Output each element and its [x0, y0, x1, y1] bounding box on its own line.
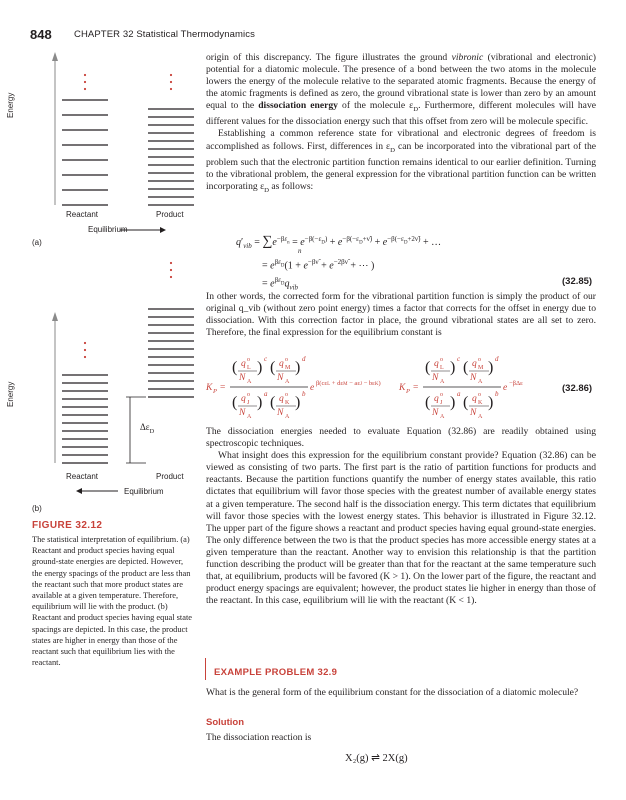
- svg-text:o: o: [440, 357, 443, 363]
- svg-text:q: q: [241, 394, 246, 404]
- svg-text:−βΔε: −βΔε: [509, 380, 523, 387]
- panel-label-a: (a): [32, 238, 42, 247]
- equation-vib-line1: $q'_{vib} = \sum e^{-\beta\varepsilon_n} = e^{-\beta(-\varepsilon_D)} + e^{-\beta(-\varepsilon_D+\nũ)} + e^{-\beta(-\varepsilon_D+2\nũ)}$ + …: [236, 234, 442, 250]
- svg-text:q: q: [279, 359, 284, 369]
- chapter-title: CHAPTER 32 Statistical Thermodynamics: [74, 29, 255, 40]
- svg-text:e: e: [310, 383, 315, 393]
- product-levels-a: [148, 109, 194, 205]
- equation-number-32-86: (32.86): [562, 383, 593, 394]
- product-ellipsis-a: [170, 74, 172, 90]
- svg-text:K: K: [399, 383, 406, 393]
- reactant-levels-a: [62, 100, 108, 205]
- svg-text:=: =: [413, 383, 419, 393]
- svg-text:): ): [450, 394, 456, 411]
- svg-text:A: A: [247, 414, 252, 420]
- body-paragraphs-top: [206, 52, 596, 197]
- svg-text:A: A: [285, 379, 290, 385]
- energy-arrowhead-a: [52, 52, 58, 61]
- svg-text:(: (: [463, 359, 469, 376]
- svg-text:K: K: [206, 383, 213, 393]
- svg-text:N: N: [277, 408, 284, 418]
- energy-arrowhead-b: [52, 312, 58, 321]
- svg-text:d: d: [495, 355, 499, 363]
- svg-text:N: N: [239, 408, 246, 418]
- figure-panel-a: [52, 52, 194, 233]
- svg-text:M: M: [285, 365, 291, 371]
- equation-vib-line2: = $e^{\beta\varepsilon_D}(1 + e^{-\beta\nũ} + e^{-2\beta\nũ}$ + ⋯ ): [262, 258, 375, 272]
- svg-text:o: o: [478, 357, 481, 363]
- svg-text:q: q: [472, 394, 477, 404]
- kp-fraction-left: [230, 355, 308, 420]
- svg-text:K: K: [478, 400, 483, 406]
- product-label-b: Product: [156, 472, 184, 481]
- svg-text:): ): [488, 359, 494, 376]
- kp-fraction-right: [423, 355, 501, 420]
- figure-caption-text: The statistical interpretation of equilibrium. (a) Reactant and product species having equal ground-state energies are depicted. However, the energy spacings of the product are less than the reactant such that more product states are available at a given temperature. Therefore, equilibrium will lie with the product. (b) Reactant and product species having equal state spacings are depicted. In this case, the product states are higher in energy than those of the reactant such that equilibrium lies with the reactant.: [32, 535, 192, 668]
- svg-text:(: (: [270, 394, 276, 411]
- svg-text:): ): [450, 359, 456, 376]
- equilibrium-label-b: Equilibrium: [124, 487, 164, 496]
- svg-text:): ): [488, 394, 494, 411]
- svg-text:(: (: [232, 394, 238, 411]
- svg-text:J: J: [247, 400, 250, 406]
- svg-text:β(cεL + dεM − aεJ − bεK): β(cεL + dεM − aεJ − bεK): [316, 380, 381, 387]
- svg-text:=: =: [220, 383, 226, 393]
- svg-text:N: N: [239, 373, 246, 383]
- svg-text:o: o: [247, 357, 250, 363]
- svg-text:q: q: [241, 359, 246, 369]
- svg-text:b: b: [495, 390, 499, 398]
- reactant-label-b: Reactant: [66, 472, 99, 481]
- page-number: 848: [30, 27, 52, 42]
- svg-text:q: q: [472, 359, 477, 369]
- energy-label-b: Energy: [6, 381, 15, 407]
- svg-text:(: (: [425, 394, 431, 411]
- example-marker: [205, 658, 206, 680]
- svg-text:): ): [295, 359, 301, 376]
- reaction-equation: X₂(g) ⇌ 2X(g): [345, 753, 408, 764]
- svg-text:d: d: [302, 355, 306, 363]
- svg-text:P: P: [213, 388, 217, 395]
- svg-text:(: (: [232, 359, 238, 376]
- reactant-label-a: Reactant: [66, 210, 99, 219]
- svg-text:A: A: [478, 379, 483, 385]
- equation-number-32-85: (32.85): [562, 276, 593, 287]
- svg-text:o: o: [478, 392, 481, 398]
- svg-text:A: A: [247, 379, 252, 385]
- equilibrium-label-a: Equilibrium: [88, 225, 128, 234]
- svg-text:L: L: [247, 365, 251, 371]
- figure-panel-b: [52, 262, 194, 494]
- equation-vib-line3: = $e^{\beta\varepsilon_D}q_{vib}$: [262, 276, 299, 292]
- panel-label-b: (b): [32, 504, 42, 513]
- solution-label: Solution: [206, 717, 244, 728]
- svg-text:N: N: [432, 408, 439, 418]
- svg-text:(: (: [463, 394, 469, 411]
- reactant-ellipsis-a: [84, 74, 86, 90]
- svg-text:q: q: [434, 394, 439, 404]
- svg-text:c: c: [264, 355, 268, 363]
- svg-text:c: c: [457, 355, 461, 363]
- reactant-ellipsis-b: [84, 342, 86, 358]
- product-levels-b: [148, 309, 194, 397]
- product-ellipsis-b: [170, 262, 172, 278]
- svg-text:q: q: [434, 359, 439, 369]
- body-paragraphs-bottom: [206, 426, 596, 607]
- svg-text:A: A: [285, 414, 290, 420]
- product-label-a: Product: [156, 210, 184, 219]
- paragraph-2: Establishing a common reference state for vibrational and electronic degrees of freedom is accomplished as follows. First, differences in $\varepsilon_D$ can be incorporated into the vibrational part of the problem such that the electronic partition function remains identical to our earlier definition. Turning to the vibrational problem, the general expression for the vibrational partition function can be written incorporating $\varepsilon_D$ as follows:: [206, 128, 596, 194]
- svg-text:A: A: [440, 379, 445, 385]
- example-question: What is the general form of the equilibrium constant for the dissociation of a diatomic molecule?: [206, 687, 579, 698]
- figure-caption-title: FIGURE 32.12: [32, 520, 103, 531]
- svg-text:N: N: [432, 373, 439, 383]
- svg-text:o: o: [247, 392, 250, 398]
- svg-text:P: P: [406, 388, 410, 395]
- svg-text:K: K: [285, 400, 290, 406]
- svg-text:a: a: [457, 390, 461, 398]
- svg-text:b: b: [302, 390, 306, 398]
- svg-text:(: (: [425, 359, 431, 376]
- svg-text:J: J: [440, 400, 443, 406]
- figure-32-12: [0, 40, 200, 520]
- svg-text:A: A: [440, 414, 445, 420]
- paragraph-5: What insight does this expression for the equilibrium constant provide? Equation (32.86) can be viewed as consisting of two parts. The first part is the ratio of partition functions for products and reactants. Because the partition functions quantify the number of energy states available, this ratio dictates that equilibrium will favor those species with the greatest number of available energy states at a given temperature. The second half is the dissociation energy. This term dictates that equilibrium will favor those species with the lowest energy states. This behavior is illustrated in Figure 32.12. The upper part of the figure shows a reactant and product species having equal ground-state energies. The only difference between the two is that the product species has more accessible energy states at a given temperature than the reactant. Another way to envision this relationship is that the partition function describing the product will be greater than that for the reactant at the same temperature such that, at equilibrium, products will be favored (K > 1). On the lower part of the figure, the reactant and product energy spacings are equivalent; however, the product states lie higher in energy than those of the reactant. In this case, equilibrium will lie with the reactant (K < 1).: [206, 450, 596, 607]
- solution-text: The dissociation reaction is: [206, 732, 312, 743]
- svg-text:o: o: [440, 392, 443, 398]
- svg-text:o: o: [285, 357, 288, 363]
- svg-text:a: a: [264, 390, 268, 398]
- paragraph-3: In other words, the corrected form for the vibrational partition function is simply the product of our original q_vib (without zero point energy) times a factor that corrects for the offset in energy due to dissociation. With this correction factor in place, the ground vibrational states are all set to zero. Therefore, the final expression for the equilibrium constant is: [206, 291, 596, 339]
- svg-text:q: q: [279, 394, 284, 404]
- svg-text:(: (: [270, 359, 276, 376]
- paragraph-4: The dissociation energies needed to evaluate Equation (32.86) are readily obtained using spectroscopic techniques.: [206, 426, 596, 450]
- paragraph-1: origin of this discrepancy. The figure illustrates the ground vibronic (vibrational and electronic) potential for a diatomic molecule. The presence of a bond between the two atoms in the molecule lowers the energy of the molecule relative to the separated atomic fragments. Because the energy of the atomic fragments is defined as zero, the ground vibrational state is lower than zero by an amount equal to the dissociation energy of the molecule $\varepsilon_D$. Furthermore, different molecules will have different values for the dissociation energy such that this offset from zero will be molecule specific.: [206, 52, 596, 128]
- sum-index: n: [298, 247, 302, 255]
- svg-text:e: e: [503, 383, 508, 393]
- svg-text:): ): [257, 359, 263, 376]
- delta-epsilon-label: $\Delta\varepsilon_D$: [140, 422, 155, 435]
- svg-text:): ): [295, 394, 301, 411]
- svg-text:A: A: [478, 414, 483, 420]
- svg-text:M: M: [478, 365, 484, 371]
- svg-text:N: N: [470, 373, 477, 383]
- reactant-levels-b: [62, 375, 108, 463]
- svg-text:N: N: [277, 373, 284, 383]
- example-title: EXAMPLE PROBLEM 32.9: [214, 667, 338, 678]
- equation-kp: [200, 350, 600, 425]
- svg-text:): ): [257, 394, 263, 411]
- energy-label-a: Energy: [6, 92, 15, 118]
- svg-text:N: N: [470, 408, 477, 418]
- svg-text:o: o: [285, 392, 288, 398]
- svg-text:L: L: [440, 365, 444, 371]
